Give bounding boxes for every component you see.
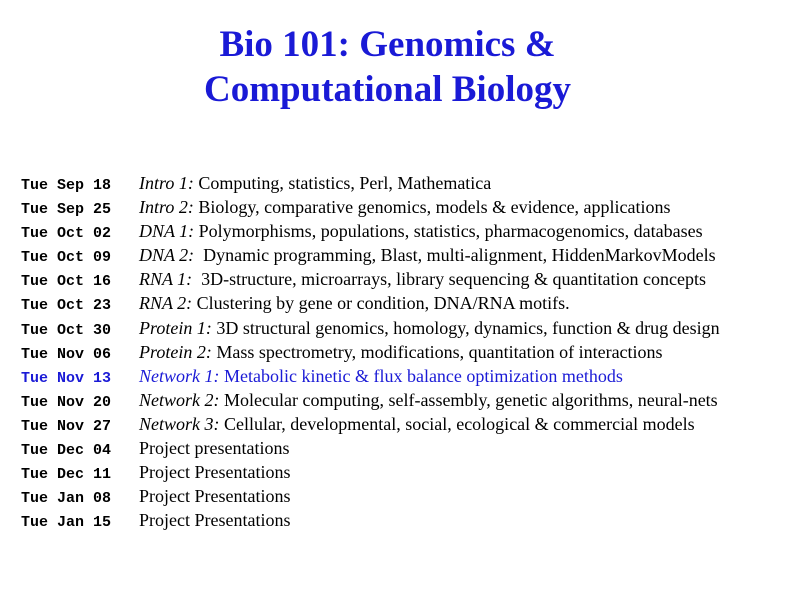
schedule-row <box>21 436 796 460</box>
schedule-date: Tue Nov 06 <box>21 345 112 363</box>
schedule-row <box>21 364 796 388</box>
schedule-date: Tue Sep 25 <box>21 201 112 219</box>
schedule-row <box>21 267 796 291</box>
schedule-topic-text: 3D structural genomics, homology, dynamics, function & drug design <box>211 317 720 338</box>
schedule-topic-text: 3D-structure, microarrays, library sequencing & quantitation concepts <box>192 269 707 290</box>
schedule-topic-label: Network 2: <box>139 389 220 410</box>
schedule-date: Tue Oct 23 <box>21 297 112 315</box>
schedule-topic-text: Mass spectrometry, modifications, quantitation of interactions <box>211 341 663 362</box>
schedule-topic-text: Dynamic programming, Blast, multi-alignment, HiddenMarkovModels <box>194 245 716 266</box>
schedule-topic-text: Polymorphisms, populations, statistics, pharmacogenomics, databases <box>194 221 703 242</box>
course-schedule <box>21 171 796 532</box>
schedule-date: Tue Dec 04 <box>21 442 112 460</box>
schedule-topic-text: Project Presentations <box>139 486 291 507</box>
schedule-topic-label: Network 1: <box>139 365 220 386</box>
schedule-topic-label: Protein 2: <box>139 341 212 362</box>
schedule-date: Tue Oct 30 <box>21 321 112 339</box>
schedule-date: Tue Nov 13 <box>21 369 112 387</box>
title-line-1: Bio 101: Genomics & <box>219 24 556 65</box>
schedule-row <box>21 460 796 484</box>
schedule-row <box>21 316 796 340</box>
schedule-topic-text: Biology, comparative genomics, models & evidence, applications <box>193 197 671 218</box>
schedule-topic-label: Intro 2: <box>139 197 194 218</box>
schedule-row <box>21 291 796 315</box>
schedule-date: Tue Sep 18 <box>21 177 112 194</box>
title-line-2: Computational Biology <box>204 69 571 110</box>
schedule-topic-label: Intro 1: <box>139 173 194 193</box>
schedule-row <box>21 508 796 532</box>
schedule-topic-label: RNA 2: <box>139 293 193 314</box>
schedule-date: Tue Nov 20 <box>21 393 112 411</box>
schedule-topic-text: Computing, statistics, Perl, Mathematica <box>193 173 492 193</box>
schedule-row <box>21 484 796 508</box>
schedule-date: Tue Oct 16 <box>21 273 112 291</box>
schedule-row <box>21 340 796 364</box>
schedule-topic-text: Cellular, developmental, social, ecological & commercial models <box>219 413 695 434</box>
schedule-row <box>21 219 796 243</box>
schedule-date: Tue Oct 09 <box>21 249 112 267</box>
schedule-row <box>21 388 796 412</box>
schedule-topic-text: Project presentations <box>139 438 290 459</box>
schedule-topic-label: RNA 1: <box>139 269 193 290</box>
schedule-topic-text: Metabolic kinetic & flux balance optimization methods <box>219 365 623 386</box>
schedule-topic-text: Project Presentations <box>139 462 291 483</box>
schedule-date: Tue Nov 27 <box>21 417 112 435</box>
schedule-row <box>21 412 796 436</box>
schedule-topic-label: Network 3: <box>139 413 220 434</box>
schedule-date: Tue Dec 11 <box>21 466 112 484</box>
schedule-topic-label: DNA 2: <box>139 245 195 266</box>
schedule-date: Tue Oct 02 <box>21 225 112 243</box>
schedule-row <box>21 243 796 267</box>
schedule-date: Tue Jan 15 <box>21 514 112 532</box>
schedule-topic-text: Project Presentations <box>139 510 291 531</box>
schedule-row <box>21 195 796 219</box>
schedule-topic-text: Clustering by gene or condition, DNA/RNA motifs. <box>192 293 570 314</box>
page-title <box>0 22 775 112</box>
schedule-topic-text: Molecular computing, self-assembly, genetic algorithms, neural-nets <box>219 389 718 410</box>
schedule-date: Tue Jan 08 <box>21 490 112 508</box>
schedule-topic-label: Protein 1: <box>139 317 212 338</box>
schedule-row <box>21 171 796 195</box>
schedule-topic-label: DNA 1: <box>139 221 195 242</box>
